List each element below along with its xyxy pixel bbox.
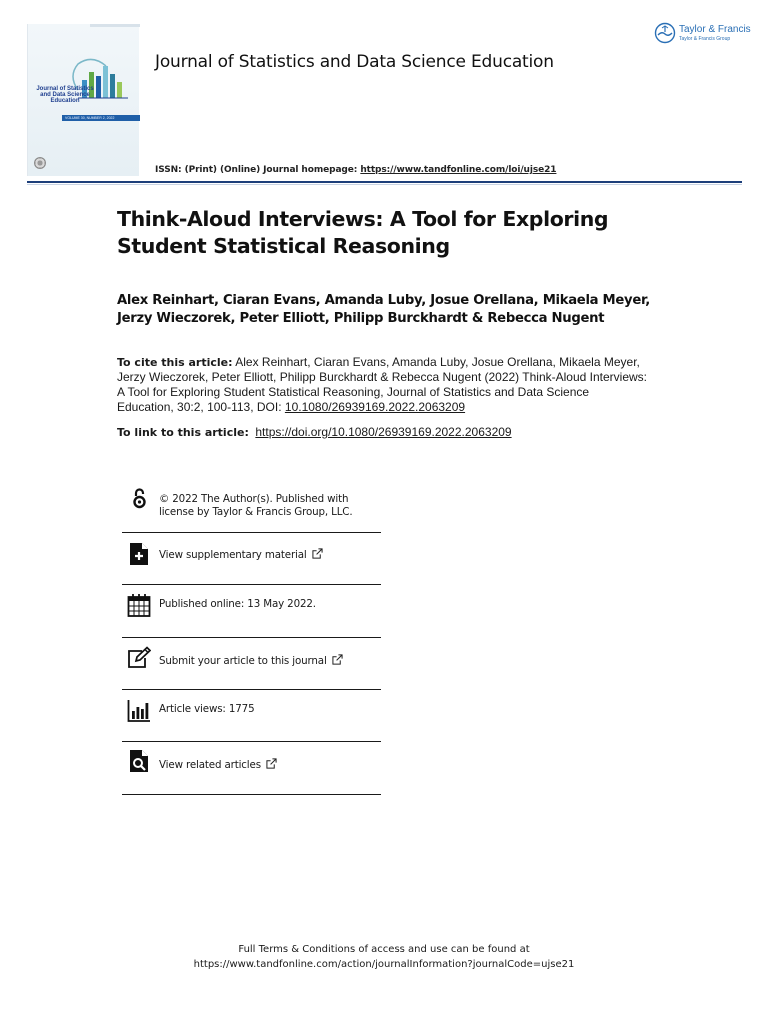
related-item[interactable]	[122, 742, 381, 795]
published-item	[122, 585, 381, 638]
footer-terms-link[interactable]: https://www.tandfonline.com/action/journalInformation?journalCode=ujse21	[193, 958, 575, 970]
edit-icon	[127, 646, 151, 670]
footer-line-1: Full Terms & Conditions of access and use can be found at	[238, 944, 530, 955]
license-item	[122, 480, 381, 533]
journal-title[interactable]: Journal of Statistics and Data Science Education	[155, 52, 554, 72]
society-seal-icon	[34, 157, 46, 169]
license-line-1: © 2022 The Author(s). Published with	[159, 493, 349, 505]
cite-label: To cite this article:	[117, 356, 233, 369]
article-info-list	[122, 480, 381, 795]
cover-title: Journal of Statistics and Data Science Education	[36, 86, 94, 104]
license-line-2: license by Taylor & Francis Group, LLC.	[159, 505, 353, 518]
taylor-francis-logo-icon	[654, 22, 676, 44]
issn-text: ISSN: (Print) (Online) Journal homepage:	[155, 165, 358, 175]
article-doi-url[interactable]: https://doi.org/10.1080/26939169.2022.2063209	[255, 425, 512, 439]
calendar-icon	[127, 593, 151, 617]
external-link-icon	[312, 548, 323, 559]
article-title: Think-Aloud Interviews: A Tool for Exploring Student Statistical Reasoning	[117, 207, 609, 258]
publisher-name: Taylor & Francis	[679, 24, 751, 35]
issn-line	[155, 165, 556, 175]
journal-cover-image	[27, 24, 139, 176]
article-views: Article views: 1775	[159, 703, 255, 715]
header-rule-thin	[27, 184, 742, 185]
doi-link[interactable]: 10.1080/26939169.2022.2063209	[284, 400, 466, 414]
cover-volume-band: VOLUME 30, NUMBER 2, 2022	[62, 115, 140, 121]
link-label: To link to this article:	[117, 426, 249, 439]
add-file-icon	[127, 542, 151, 566]
publisher-group: Taylor & Francis Group	[679, 36, 731, 42]
bar-chart-icon	[127, 699, 151, 723]
submit-article-link[interactable]: Submit your article to this journal	[159, 655, 327, 667]
citation-block	[117, 355, 647, 415]
footer-terms	[0, 943, 768, 972]
published-date: Published online: 13 May 2022.	[159, 598, 316, 610]
article-authors: Alex Reinhart, Ciaran Evans, Amanda Luby, Josue Orellana, Mikaela Meyer, Jerzy Wieczorek, Peter Elliott, Philipp Burckhardt & Rebecca Nugent	[117, 293, 650, 326]
supplementary-link[interactable]: View supplementary material	[159, 549, 307, 561]
supplementary-item[interactable]	[122, 533, 381, 585]
article-link-row	[117, 425, 677, 440]
search-document-icon	[127, 749, 151, 773]
submit-item[interactable]	[122, 638, 381, 690]
external-link-icon	[332, 654, 343, 665]
citation-text: Alex Reinhart, Ciaran Evans, Amanda Luby, Josue Orellana, Mikaela Meyer, Jerzy Wieczorek, Peter Elliott, Philipp Burckhardt & Rebecca Nugent (2022) Think-Aloud Interviews: A Tool for Exploring Student Statistical Reasoning, Journal of Statistics and Data Science Education, 30:2, 100-113, DOI:	[117, 355, 648, 414]
open-access-icon	[127, 486, 151, 510]
publisher-logo[interactable]	[654, 22, 751, 48]
external-link-icon	[266, 758, 277, 769]
journal-homepage-link[interactable]: https://www.tandfonline.com/loi/ujse21	[360, 165, 557, 175]
related-articles-link[interactable]: View related articles	[159, 759, 261, 771]
cover-top-bar	[90, 24, 140, 27]
views-item	[122, 689, 381, 742]
header-rule	[27, 181, 742, 183]
